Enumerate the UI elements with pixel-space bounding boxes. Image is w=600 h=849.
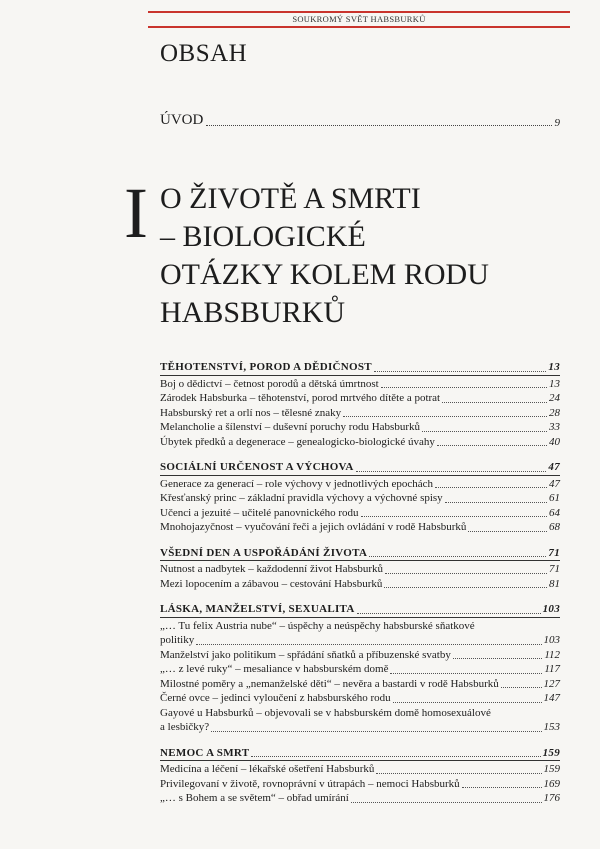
toc-entry[interactable] [160, 706, 560, 735]
toc-entry-page: 28 [549, 406, 560, 419]
toc-entry-title: Úbytek předků a degenerace – genealogicko-biologické úvahy [160, 435, 435, 448]
toc-section-heading[interactable] [160, 602, 560, 617]
dot-leader [462, 787, 542, 788]
toc-entry[interactable] [160, 506, 560, 521]
toc-entry-page: 147 [543, 692, 560, 704]
toc-entry[interactable] [160, 520, 560, 535]
toc-entry[interactable] [160, 562, 560, 577]
toc-entry-title: Habsburský ret a orlí nos – tělesné znaky [160, 406, 342, 419]
toc-entry-page: 81 [549, 577, 560, 590]
toc-section [160, 546, 560, 592]
dot-leader [343, 416, 547, 417]
toc-entry-title: Milostné poměry a „nemanželské děti“ – nevěra a bastardi v rodě Habsburků [160, 677, 499, 690]
dot-leader [390, 673, 542, 674]
dot-leader [251, 756, 540, 757]
toc-section-page: 13 [548, 361, 560, 373]
toc-entry-title: Mnohojazyčnost – vyučování řeči a jejich ovládání v rodě Habsburků [160, 521, 467, 533]
toc-entry-title: Černé ovce – jedinci vyloučení z habsburského rodu [160, 692, 391, 704]
toc-entry[interactable] [160, 648, 560, 663]
toc-section-heading[interactable] [160, 546, 560, 561]
toc-entry-intro[interactable] [160, 113, 560, 129]
toc-entry-page: 71 [549, 563, 560, 575]
toc-entry[interactable] [160, 691, 560, 706]
dot-leader [374, 371, 546, 372]
toc-section [160, 602, 560, 735]
dot-leader [369, 556, 546, 557]
toc-section-title: VŠEDNÍ DEN A USPOŘÁDÁNÍ ŽIVOTA [160, 546, 368, 559]
toc-entry-page: 33 [549, 421, 560, 433]
toc-section [160, 360, 560, 449]
toc-entry-title: Generace za generací – role výchovy v jednotlivých epochách [160, 477, 434, 490]
toc-section-title: TĚHOTENSTVÍ, POROD A DĚDIČNOST [160, 361, 372, 373]
part-title-line: HABSBURKŮ [160, 296, 346, 329]
toc-entry-title: Nutnost a nadbytek – každodenní život Habsburků [160, 563, 384, 575]
toc-section-heading[interactable] [160, 360, 560, 375]
toc-entry-page: 169 [543, 777, 560, 790]
dot-leader [381, 387, 547, 388]
toc-section-title: SOCIÁLNÍ URČENOST A VÝCHOVA [160, 461, 354, 473]
toc-entry-page: 47 [549, 477, 560, 490]
running-header-title: SOUKROMÝ SVĚT HABSBURKŮ [284, 13, 434, 25]
toc-entry-page: 176 [543, 792, 560, 804]
section-rule [160, 475, 560, 476]
toc-entry-page: 159 [543, 763, 560, 775]
toc-entry-title: „… s Bohem a se světem“ – obřad umírání [160, 792, 349, 804]
toc-entry[interactable] [160, 491, 560, 506]
dot-leader [361, 516, 547, 517]
toc-entry[interactable] [160, 420, 560, 435]
toc-entry[interactable] [160, 477, 560, 492]
toc-entry-page: 13 [549, 377, 560, 390]
toc-entry[interactable] [160, 377, 560, 392]
toc-entry[interactable] [160, 791, 560, 806]
toc-entry-title: Medicína a léčení – lékařské ošetření Habsburků [160, 763, 375, 775]
toc-section-title: LÁSKA, MANŽELSTVÍ, SEXUALITA [160, 603, 355, 615]
toc-section-title: NEMOC A SMRT [160, 746, 250, 759]
section-rule [160, 560, 560, 561]
toc-section-heading[interactable] [160, 746, 560, 761]
toc-entry-title: Učenci a jezuité – učitelé panovnického rodu [160, 506, 359, 519]
dot-leader [453, 658, 542, 659]
toc-entry[interactable] [160, 662, 560, 677]
toc-entry-page: 117 [544, 663, 560, 675]
dot-leader [385, 573, 547, 574]
part-title-line: – BIOLOGICKÉ [160, 220, 366, 253]
toc-entry[interactable] [160, 435, 560, 450]
toc-entry[interactable] [160, 391, 560, 406]
toc-section-page: 159 [542, 746, 560, 759]
toc-entry-page: 103 [543, 634, 560, 646]
dot-leader [422, 431, 547, 432]
dot-leader [393, 702, 542, 703]
toc-entry-intro-label: ÚVOD [160, 112, 204, 128]
toc-entry-page: 64 [549, 506, 560, 519]
toc-entry-title: „… z levé ruky“ – mesaliance v habsburském domě [160, 663, 389, 675]
toc-entry-title: Zárodek Habsburka – těhotenství, porod mrtvého dítěte a potrat [160, 392, 441, 404]
toc-section-page: 103 [542, 603, 560, 615]
toc-section [160, 460, 560, 535]
section-rule [160, 760, 560, 761]
dot-leader [445, 502, 547, 503]
dot-leader [384, 587, 547, 588]
toc-entry-page: 153 [543, 721, 560, 733]
toc-entry[interactable] [160, 619, 560, 648]
dot-leader [501, 687, 542, 688]
dot-leader [357, 613, 541, 614]
toc-entry[interactable] [160, 777, 560, 792]
dot-leader [442, 402, 547, 403]
toc-section-page: 71 [548, 546, 560, 559]
toc-entry-title: Boj o dědictví – četnost porodů a dětská úmrtnost [160, 377, 379, 390]
toc-entry-title: Křesťanský princ – základní pravidla výchovy a výchovné spisy [160, 492, 443, 504]
toc-entry-title: politiky [160, 634, 195, 646]
part-title-line: O ŽIVOTĚ A SMRTI [160, 182, 421, 215]
toc-entry-title-first-line: Gayové u Habsburků – objevovali se v habsburském domě homosexuálové [160, 706, 491, 719]
dot-leader [437, 445, 547, 446]
toc-entry-title: a lesbičky? [160, 721, 210, 733]
dot-leader [196, 644, 541, 645]
toc-entry-page: 24 [549, 392, 560, 404]
toc-entry-title-first-line: „… Tu felix Austria nube“ – úspěchy a neúspěchy habsburské sňatkové [160, 619, 475, 632]
toc-section-heading[interactable] [160, 460, 560, 475]
toc-entry[interactable] [160, 406, 560, 421]
toc-entry[interactable] [160, 577, 560, 592]
table-of-contents [160, 360, 560, 817]
section-rule [160, 375, 560, 376]
toc-entry[interactable] [160, 762, 560, 777]
toc-entry[interactable] [160, 677, 560, 692]
running-header [148, 11, 570, 28]
dot-leader [211, 731, 541, 732]
dot-leader [468, 531, 547, 532]
dot-leader [356, 471, 547, 472]
toc-entry-page: 68 [549, 521, 560, 533]
toc-section [160, 746, 560, 806]
toc-entry-title: Privilegovaní v životě, rovnoprávní v útrapách – nemoci Habsburků [160, 777, 460, 790]
toc-entry-page: 40 [549, 435, 560, 448]
part-title-line: OTÁZKY KOLEM RODU [160, 258, 489, 291]
toc-entry-intro-page: 9 [554, 117, 560, 129]
section-rule [160, 617, 560, 618]
toc-entry-title: Mezi lopocením a zábavou – cestování Habsburků [160, 577, 383, 590]
page-title: OBSAH [160, 40, 248, 67]
toc-entry-title: Melancholie a šílenství – duševní poruchy rodu Habsburků [160, 421, 420, 433]
toc-entry-title: Manželství jako politikum – spřádání sňatků a příbuzenské svatby [160, 648, 451, 661]
part-numeral: I [124, 173, 148, 253]
toc-section-page: 47 [548, 461, 560, 473]
toc-entry-page: 61 [549, 492, 560, 504]
toc-entry-page: 127 [543, 677, 560, 690]
dot-leader [206, 125, 551, 126]
dot-leader [351, 802, 542, 803]
toc-entry-page: 112 [544, 648, 560, 661]
dot-leader [376, 773, 541, 774]
dot-leader [435, 487, 547, 488]
part-title [160, 180, 570, 332]
